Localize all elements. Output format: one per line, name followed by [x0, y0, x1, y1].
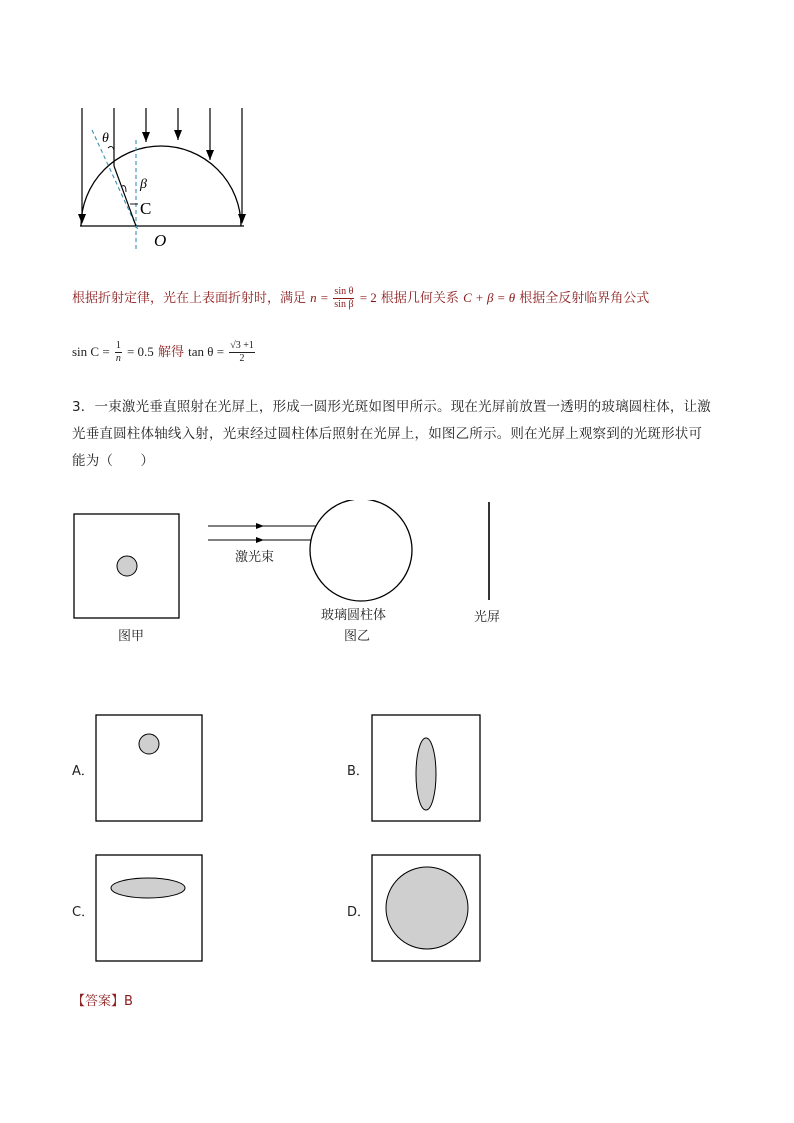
question-line-1: [72, 394, 732, 421]
solution-text-2: 根据几何关系: [380, 291, 459, 306]
sinC-value: = 0.5: [126, 344, 154, 359]
option-d-figure[interactable]: [371, 854, 483, 964]
solution-line-2: [72, 337, 256, 368]
answer-tag: 【答案】: [72, 994, 125, 1009]
option-a-small-circle-spot: [139, 734, 159, 754]
solution-text-3: 根据全反射临界角公式: [519, 291, 650, 306]
solution-text-4: 解得: [157, 345, 184, 360]
answer-line: [72, 990, 133, 1009]
option-c-horizontal-ellipse-spot: [111, 878, 185, 898]
n-fraction: [333, 286, 354, 311]
question-number: 3．: [72, 399, 95, 415]
option-a-label[interactable]: A．: [72, 764, 94, 779]
label-laser-beam: 激光束: [235, 550, 275, 565]
theta-arc: [108, 146, 114, 150]
question-line-2: 光垂直圆柱体轴线入射，光束经过圆柱体后照射在光屏上，如图乙所示。则在光屏上观察到的光斑形状可: [72, 426, 703, 442]
option-c-label[interactable]: C．: [72, 905, 95, 920]
question-line-1-text: 一束激光垂直照射在光屏上，形成一圆形光斑如图甲所示。现在光屏前放置一透明的玻璃圆柱体，让激: [94, 399, 711, 415]
c-label: C: [140, 199, 152, 218]
option-b-figure[interactable]: [371, 714, 483, 824]
caption-jia: 图甲: [118, 629, 145, 644]
caption-yi: 图乙: [344, 629, 371, 644]
label-glass-cylinder: 玻璃圆柱体: [321, 608, 387, 623]
o-label: O: [154, 231, 167, 250]
option-c-figure[interactable]: [95, 854, 205, 964]
option-d-large-circle-spot: [386, 867, 468, 949]
geom-relation: C + β = θ: [463, 290, 516, 305]
answer-value: B: [124, 994, 133, 1009]
tan-lhs: tan θ =: [188, 344, 225, 359]
tan-fraction: [229, 340, 255, 365]
label-screen: 光屏: [474, 610, 501, 625]
n-value: = 2: [359, 290, 377, 305]
arrow-head-3: [142, 132, 150, 142]
n-frac-num: sin θ: [334, 286, 354, 297]
refraction-diagram: [66, 100, 266, 260]
normal-dashed: [92, 130, 138, 230]
n-frac-den: sin β: [334, 299, 354, 310]
tan-frac-den: 2: [239, 353, 245, 364]
glass-cylinder: [310, 500, 412, 601]
option-a-figure[interactable]: [95, 714, 205, 824]
jia-round-spot: [117, 556, 137, 576]
beta-label: β: [140, 177, 147, 192]
refracted-ray: [114, 166, 136, 226]
arrow-head-1: [78, 214, 86, 224]
n-symbol: n: [310, 290, 317, 305]
solution-line-1: 根据折射定律，光在上表面折射时，满足 n = $\frac{\text{sin θ}}{\text{sin β}}$ = 2 根据几何关系 C + β = θ 根据全反射临界角公式: [72, 286, 650, 310]
theta-label: θ: [102, 131, 109, 146]
arrow-head-6: [238, 214, 246, 224]
option-d-label[interactable]: D．: [347, 905, 371, 920]
tan-frac-num: √3 +1: [230, 340, 254, 351]
solution-text-1: 根据折射定律，光在上表面折射时，满足: [72, 291, 307, 306]
option-b-vertical-ellipse-spot: [416, 738, 436, 810]
laser-arrow-top: [256, 523, 264, 529]
arrow-head-4: [174, 130, 182, 140]
sinC-frac-den: n: [115, 353, 121, 364]
arrow-head-5: [206, 150, 214, 160]
question-block: [72, 394, 732, 475]
sinC-frac-num: 1: [115, 340, 121, 351]
question-line-3: 能为（ ）: [72, 453, 155, 469]
laser-arrow-bottom: [256, 537, 264, 543]
sinC-lhs: sin C =: [72, 344, 110, 359]
sinC-fraction: [115, 340, 122, 365]
option-b-label[interactable]: B．: [347, 764, 369, 779]
